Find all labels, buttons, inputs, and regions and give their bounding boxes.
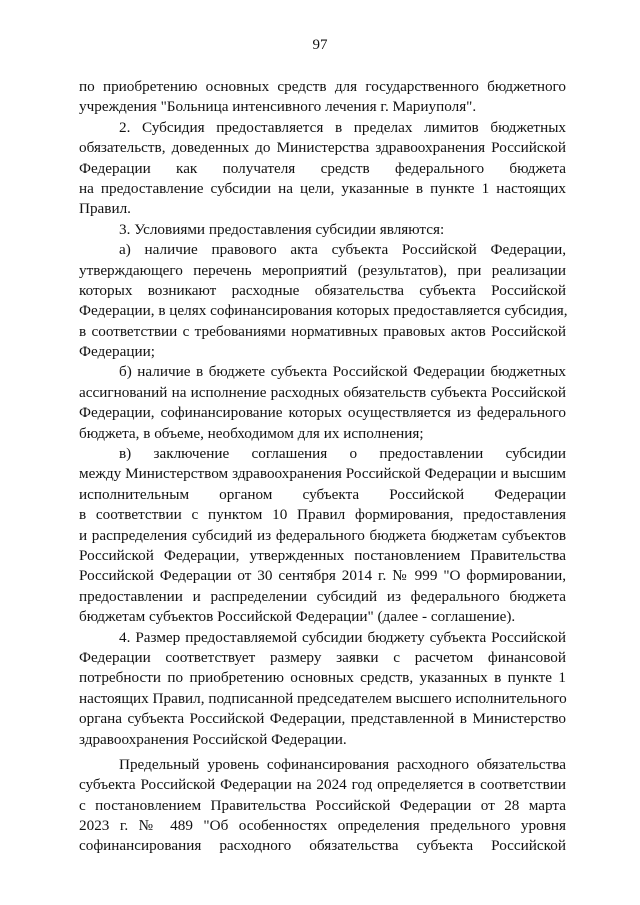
text-line: с постановлением Правительства Российской Федерации от 28 марта	[79, 796, 566, 814]
text-line: учреждения "Больница интенсивного лечения г. Мариуполя".	[79, 98, 477, 116]
text-line: 2. Субсидия предоставляется в пределах лимитов бюджетных	[119, 118, 566, 136]
text-line: которых возникают расходные обязательства субъекта Российской	[79, 281, 566, 299]
text-line: Российской Федерации от 30 сентября 2014 г. № 999 "О формировании,	[79, 567, 566, 585]
body-text	[79, 77, 566, 857]
text-line: бюджетам субъектов Российской Федерации" (далее - соглашение).	[79, 608, 516, 626]
text-line: утверждающего перечень мероприятий (результатов), при реализации	[79, 261, 566, 279]
page-number: 97	[312, 37, 328, 53]
text-line: ассигнований на исполнение расходных обязательств субъекта Российской	[79, 383, 566, 401]
text-line: между Министерством здравоохранения Российской Федерации и высшим	[79, 465, 566, 483]
text-line: бюджета, в объеме, необходимом для их исполнения;	[79, 424, 424, 442]
text-line: в соответствии с пунктом 10 Правил формирования, предоставления	[79, 506, 566, 524]
text-line: софинансирования расходного обязательства субъекта Российской	[79, 837, 566, 855]
text-line: Федерации, софинансирование которых осуществляется из федерального	[79, 404, 566, 422]
text-line: органа субъекта Российской Федерации, представленной в Министерство	[79, 710, 566, 728]
text-line: и распределения субсидий из федерального бюджета бюджетам субъектов	[79, 526, 566, 544]
text-line: Федерации соответствует размеру заявки с расчетом финансовой	[79, 648, 566, 666]
text-line: Федерации как получателя средств федерального бюджета	[79, 159, 566, 177]
text-line: предоставлении и распределении субсидий из федерального бюджета	[79, 587, 566, 605]
text-line: настоящих Правил, подписанной председателем высшего исполнительного	[79, 689, 567, 707]
text-line: 4. Размер предоставляемой субсидии бюджету субъекта Российской	[119, 628, 566, 646]
text-line: в соответствии с требованиями нормативных правовых актов Российской	[79, 322, 566, 340]
text-line: здравоохранения Российской Федерации.	[79, 730, 347, 748]
text-line: Правил.	[79, 200, 131, 218]
text-line: 2023 г. № 489 "Об особенностях определения предельного уровня	[79, 817, 566, 835]
text-line: а) наличие правового акта субъекта Российской Федерации,	[119, 241, 566, 259]
text-line: Федерации;	[79, 343, 155, 361]
text-line: по приобретению основных средств для государственного бюджетного	[79, 78, 566, 95]
text-line: субъекта Российской Федерации на 2024 год определяется в соответствии	[79, 776, 566, 794]
text-line: обязательств, доведенных до Министерства здравоохранения Российской	[79, 139, 566, 157]
text-line: в) заключение соглашения о предоставлении субсидии	[119, 445, 566, 463]
text-line: Федерации, в целях софинансирования которых предоставляется субсидия,	[79, 302, 568, 320]
text-line: потребности по приобретению основных средств, указанных в пункте 1	[79, 669, 566, 687]
text-line: исполнительным органом субъекта Российской Федерации	[79, 485, 566, 503]
text-line: Российской Федерации, утвержденных постановлением Правительства	[79, 546, 566, 564]
text-line: на предоставление субсидии на цели, указанные в пункте 1 настоящих	[79, 179, 566, 197]
text-line: 3. Условиями предоставления субсидии являются:	[119, 220, 445, 238]
text-line: Предельный уровень софинансирования расходного обязательства	[119, 755, 566, 773]
text-line: б) наличие в бюджете субъекта Российской Федерации бюджетных	[119, 363, 566, 381]
